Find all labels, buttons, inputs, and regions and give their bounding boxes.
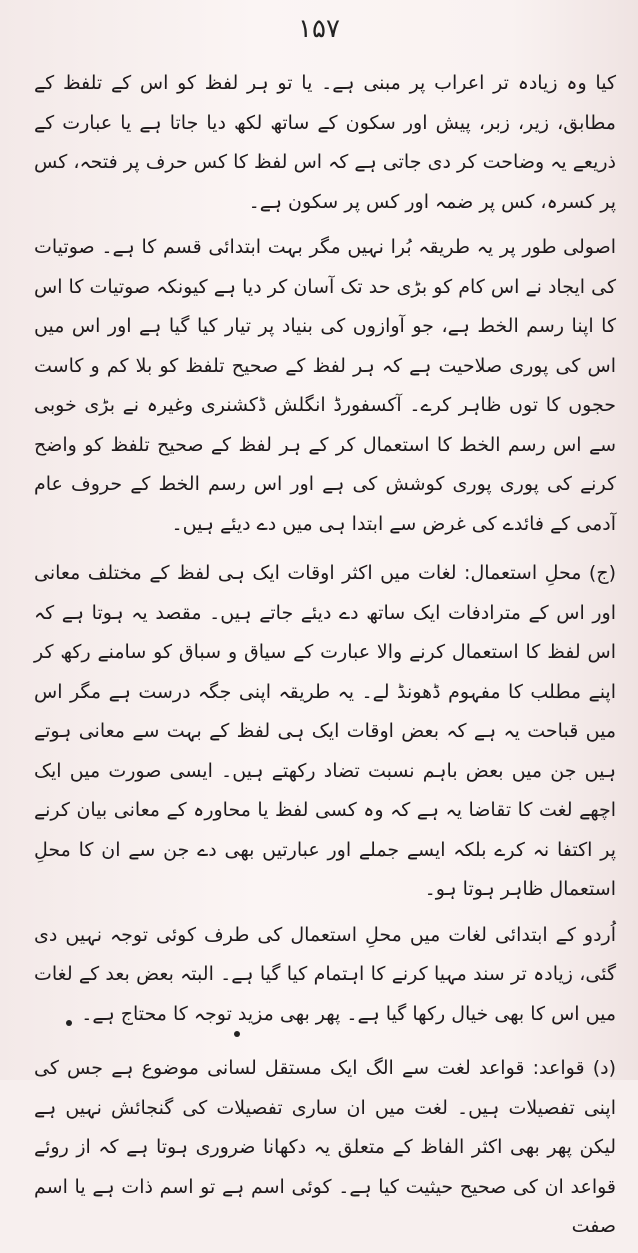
paragraph-intro: کیا وہ زیادہ تر اعراب پر مبنی ہے۔ یا تو ہر لفظ کو اس کے تلفظ کے مطابق، زیر، زبر، پیش اور سکون کے ساتھ لکھ دیا جاتا ہے یا عبارت کے ذریعے یہ وضاحت کر دی جاتی ہے کہ اس لفظ کا کس حرف پر فتحہ، کس پر کسرہ، کس پر ضمہ اور کس پر سکون ہے۔ (34, 72, 616, 213)
paragraph-usage: (ج) محلِ استعمال: لغات میں اکثر اوقات ایک ہی لفظ کے مختلف معانی اور اس کے مترادفات ایک ساتھ دے دیئے جاتے ہیں۔ مقصد یہ ہوتا ہے کہ اس لفظ کا استعمال کرنے والا عبارت کے سیاق و سباق کو سامنے رکھ کر اپنے مطلب کا مفہوم ڈھونڈ لے۔ یہ طریقہ اپنی جگہ درست ہے مگر اس میں قباحت یہ ہے کہ بعض اوقات ایک ہی لفظ کے بہت سے معانی ہوتے ہیں جن میں بعض باہم نسبت تضاد رکھتے ہیں۔ ایسی صورت میں ایک اچھے لغت کا تقاضا یہ ہے کہ وہ کسی لفظ یا محاورہ کے معانی بیان کرنے پر اکتفا نہ کرے بلکہ ایسے جملے اور عبارتیں بھی دے جن سے ان کا محلِ استعمال ظاہر ہوتا ہو۔ (34, 562, 616, 900)
ink-dot (66, 1020, 72, 1026)
page-text (34, 64, 616, 1253)
paragraph-phonetics: اصولی طور پر یہ طریقہ بُرا نہیں مگر بہت ابتدائی قسم کا ہے۔ صوتیات کی ایجاد نے اس کام کو بڑی حد تک آسان کر دیا ہے کیونکہ صوتیات کا اس کا اپنا رسم الخط ہے، جو آوازوں کی بنیاد پر تیار کیا گیا ہے اور اس میں اس کی پوری صلاحیت ہے کہ ہر لفظ کے صحیح تلفظ کو بلا کم و کاست حجوں کا توں ظاہر کرے۔ آکسفورڈ انگلش ڈکشنری وغیرہ نے بڑی خوبی سے اس رسم الخط کا استعمال کر کے ہر لفظ کے صحیح تلفظ کو واضح کرنے کی پوری پوری کوشش کی ہے اور اس رسم الخط کے حروف عام آدمی کے فائدے کی غرض سے ابتدا ہی میں دے دیئے ہیں۔ (34, 236, 616, 535)
section-divider (34, 1040, 616, 1041)
page-number: ۱۵۷ (298, 14, 340, 44)
ink-dot (234, 1031, 240, 1037)
paragraph-grammar: (د) قواعد: قواعد لغت سے الگ ایک مستقل لسانی موضوع ہے جس کی اپنی تفصیلات ہیں۔ لغت میں ان ساری تفصیلات کی گنجائش نہیں ہے لیکن پھر بھی اکثر الفاظ کے متعلق یہ دکھانا ضروری ہوتا ہے کہ از روئے قواعد ان کی صحیح حیثیت کیا ہے۔ کوئی اسم ہے تو اسم ذات ہے یا اسم صفت (34, 1057, 616, 1237)
paragraph-urdu-lexicons: اُردو کے ابتدائی لغات میں محلِ استعمال کی طرف کوئی توجہ نہیں دی گئی، زیادہ تر سند مہیا کرنے کا اہتمام کیا گیا ہے۔ البتہ بعض بعد کے لغات میں اس کا بھی خیال رکھا گیا ہے۔ پھر بھی مزید توجہ کا محتاج ہے۔ (34, 923, 616, 1025)
